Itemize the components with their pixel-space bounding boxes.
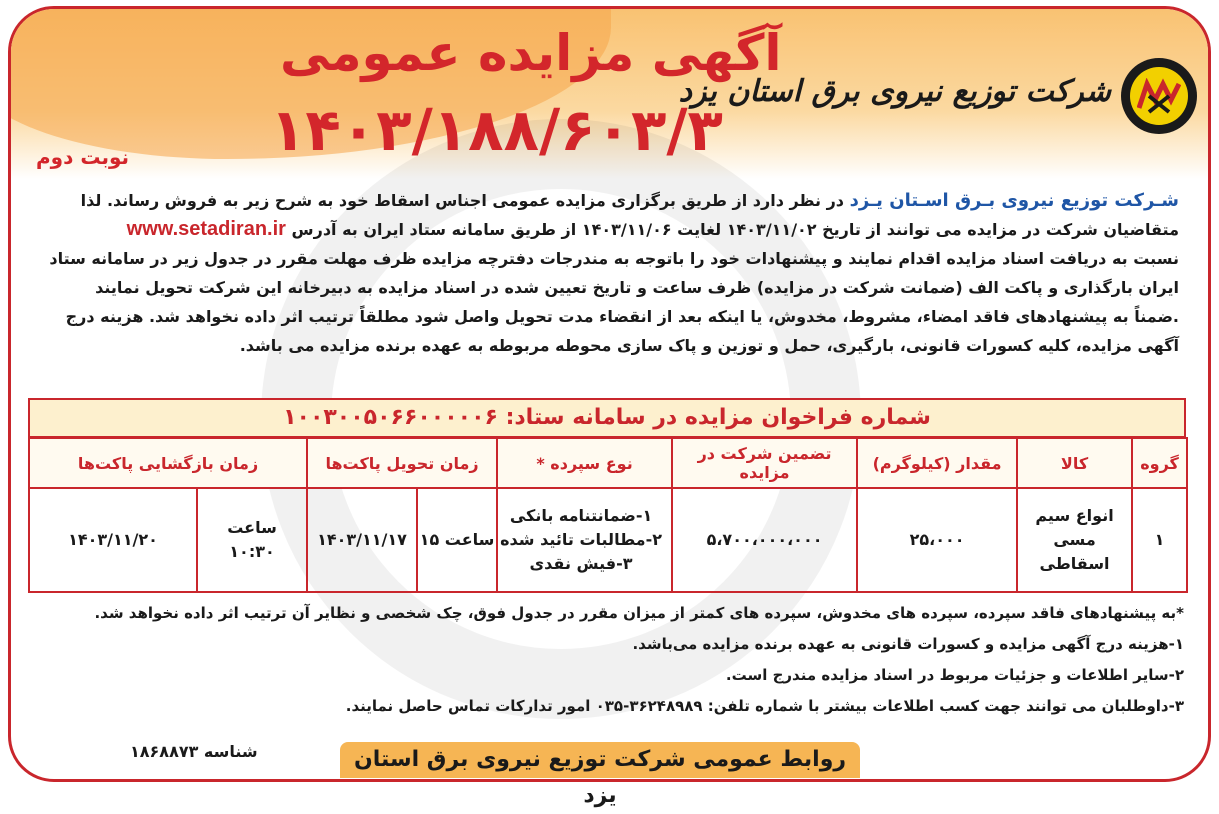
note-item: ۲-سایر اطلاعات و جزئیات مربوط در اسناد مزایده مندرج است. <box>725 666 1184 684</box>
public-relations-banner: روابط عمومی شرکت توزیع نیروی برق استان یزد <box>340 742 860 778</box>
notice-body <box>24 186 1179 360</box>
cell-delivery-hour: ساعت ۱۵ <box>417 488 497 592</box>
cell-item: انواع سیم مسی اسقاطی <box>1017 488 1132 592</box>
header-opening-time: زمان بازگشایی پاکت‌ها <box>29 438 307 488</box>
header-deposit-type: نوع سپرده * <box>497 438 672 488</box>
body-line-5: .ضمناً به پیشنهادهای فاقد امضاء، مشروط، مخدوش، یا اینکه بعد از انقضاء مدت تحویل واصل شود مطلقاً ترتیب اثر داده نخواهد شد. هزینه درج <box>65 307 1179 326</box>
header-guarantee: تضمین شرکت در مزایده <box>672 438 857 488</box>
deposit-option-3: ۳-فیش نقدی <box>529 554 633 573</box>
company-highlight: شـرکت توزیع نیروی بـرق اسـتان یـزد <box>849 190 1179 211</box>
table-header-row <box>29 438 1187 488</box>
reference-number: ۱۴۰۳/۱۸۸/۶۰۳/۳ <box>270 96 723 164</box>
note-item: ۳-داوطلبان می توانند جهت کسب اطلاعات بیشتر با شماره تلفن: ۳۶۲۴۸۹۸۹-۰۳۵ امور تدارکات تماس حاصل نمایند. <box>345 697 1184 715</box>
cell-delivery-date: ۱۴۰۳/۱۱/۱۷ <box>307 488 417 592</box>
cell-quantity: ۲۵،۰۰۰ <box>857 488 1017 592</box>
deposit-option-2: ۲-مطالبات تائید شده <box>500 530 662 549</box>
call-number-title: شماره فراخوان مزایده در سامانه ستاد: ۱۰۰۳۰۰۵۰۶۶۰۰۰۰۰۶ <box>28 398 1186 438</box>
company-name: شرکت توزیع نیروی برق استان یزد <box>678 74 1111 109</box>
body-line-6: آگهی مزایده، کلیه کسورات قانونی، بارگیری، حمل و توزین و پاک سازی محوطه مربوطه به عهده برنده مزایده می باشد. <box>239 336 1179 355</box>
header-group: گروه <box>1132 438 1187 488</box>
cell-opening-hour <box>197 488 307 592</box>
publication-round: نوبت دوم <box>36 145 130 169</box>
company-logo-icon <box>1121 58 1197 134</box>
opening-hour-label: ساعت <box>227 518 277 537</box>
header-quantity: مقدار (کیلوگرم) <box>857 438 1017 488</box>
body-line-2: متقاضیان شرکت در مزایده می توانند از تاریخ ۱۴۰۳/۱۱/۰۲ لغایت ۱۴۰۳/۱۱/۰۶ از طریق سامانه ستاد ایران به آدرس <box>285 220 1179 239</box>
notice-title: آگهی مزایده عمومی <box>280 24 782 82</box>
cell-opening-date: ۱۴۰۳/۱۱/۲۰ <box>29 488 197 592</box>
notes-list <box>24 598 1184 722</box>
website-link[interactable]: www.setadiran.ir <box>126 218 286 240</box>
cell-group: ۱ <box>1132 488 1187 592</box>
body-line-4: ایران بارگذاری و پاکت الف (ضمانت شرکت در مزایده) ظرف ساعت و تاریخ تعیین شده در اسناد مزایده به دبیرخانه این شرکت تحویل نمایند <box>95 278 1179 297</box>
header-item: کالا <box>1017 438 1132 488</box>
table-row <box>29 488 1187 592</box>
body-line-3: نسبت به دریافت اسناد مزایده اقدام نمایند و پیشنهادات خود را باتوجه به مندرجات دفترچه مزایده ظرف مهلت مقرر در جدول زیر در سامانه ستاد <box>49 249 1179 268</box>
cell-guarantee: ۵،۷۰۰،۰۰۰،۰۰۰ <box>672 488 857 592</box>
opening-hour-value: ۱۰:۳۰ <box>229 542 275 561</box>
body-line-1: در نظر دارد از طریق برگزاری مزایده عمومی اجناس اسقاط خود به شرح زیر به فروش رساند. لذا <box>80 191 850 210</box>
deposit-option-1: ۱-ضمانتنامه بانکی <box>509 506 653 525</box>
notice-id: شناسه ۱۸۶۸۸۷۳ <box>130 742 258 761</box>
auction-table <box>28 437 1188 593</box>
note-item: ۱-هزینه درج آگهی مزایده و کسورات قانونی به عهده برنده مزایده می‌باشد. <box>632 635 1184 653</box>
cell-deposit-type <box>497 488 672 592</box>
header-delivery-time: زمان تحویل پاکت‌ها <box>307 438 497 488</box>
note-item: *به پیشنهادهای فاقد سپرده، سپرده های مخدوش، سپرده های کمتر از میزان مقرر در جدول فوق، چک شخصی و نظایر آن ترتیب اثر داده نخواهد شد. <box>94 604 1184 622</box>
